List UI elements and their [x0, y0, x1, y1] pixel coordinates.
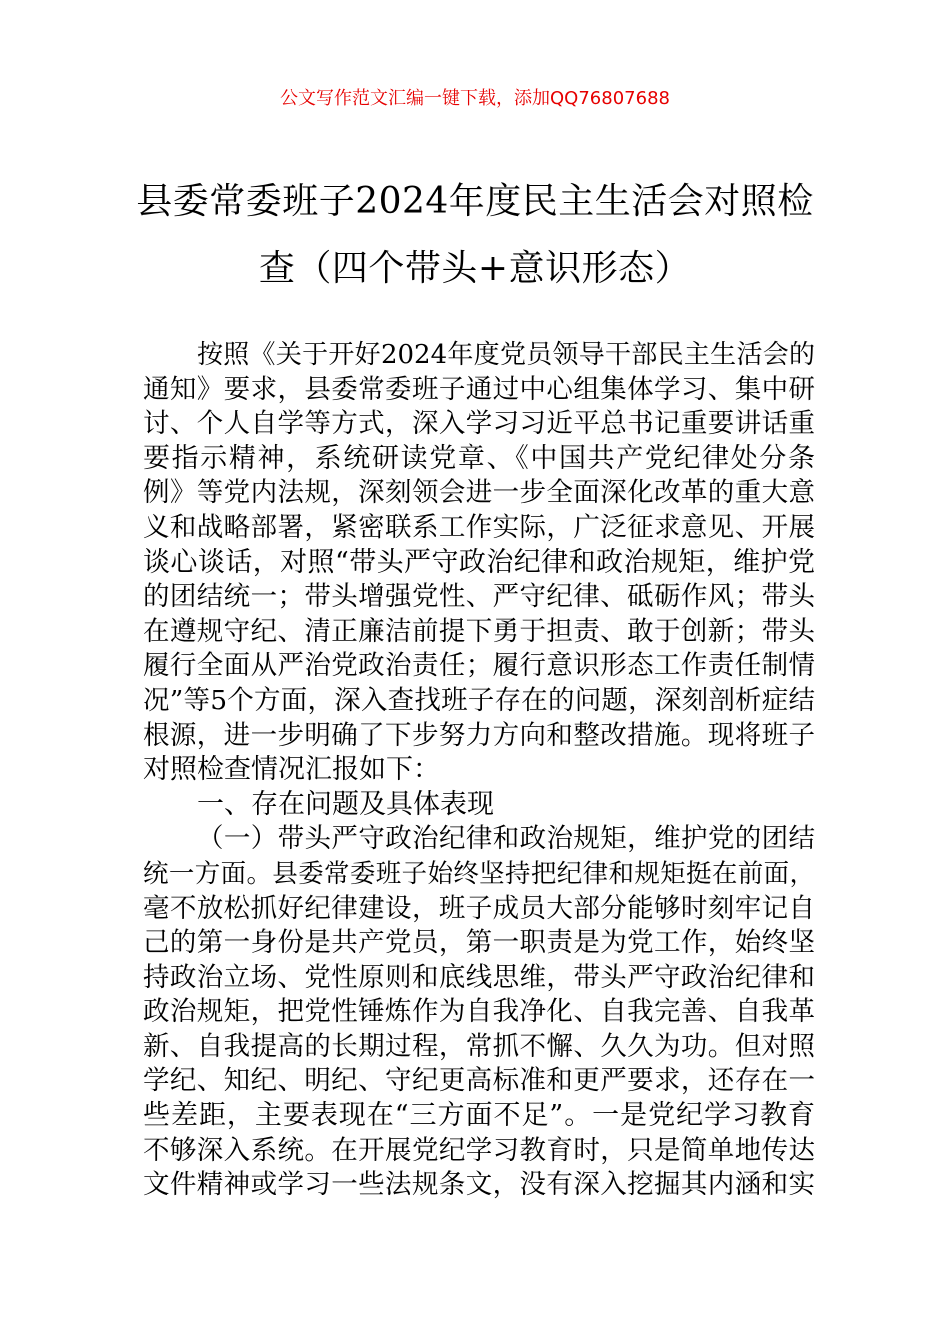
body-line: 政治规矩，把党性锤炼作为自我净化、自我完善、自我革	[143, 996, 815, 1028]
body-line: 例》等党内法规，深刻领会进一步全面深化改革的重大意	[143, 477, 815, 509]
body-line: 按照《关于开好2024年度党员领导干部民主生活会的	[197, 340, 815, 370]
body-line: 统一方面。县委常委班子始终坚持把纪律和规矩挺在前面，	[143, 858, 815, 889]
body-line: 讨、个人自学等方式，深入学习习近平总书记重要讲话重	[143, 408, 815, 440]
promo-banner: 公文写作范文汇编一键下载，添加QQ76807688	[280, 88, 670, 109]
body-line: 在遵规守纪、清正廉洁前提下勇于担责、敢于创新；带头	[143, 615, 815, 647]
body-line: 通知》要求，县委常委班子通过中心组集体学习、集中研	[143, 373, 815, 405]
body-line: 持政治立场、党性原则和底线思维，带头严守政治纪律和	[143, 961, 815, 993]
body-line: 的团结统一；带头增强党性、严守纪律、砥砺作风；带头	[143, 581, 815, 613]
body-line: 谈心谈话，对照“带头严守政治纪律和政治规矩，维护党	[143, 546, 815, 578]
body-line: 根源，进一步明确了下步努力方向和整改措施。现将班子	[143, 719, 815, 751]
document-title-line-2: 查（四个带头+意识形态）	[258, 248, 692, 289]
body-line: 文件精神或学习一些法规条文，没有深入挖掘其内涵和实	[143, 1169, 815, 1201]
body-line: 一、存在问题及具体表现	[197, 788, 494, 820]
body-line: 毫不放松抓好纪律建设，班子成员大部分能够时刻牢记自	[143, 892, 815, 924]
body-line: 义和战略部署，紧密联系工作实际，广泛征求意见、开展	[143, 511, 815, 543]
body-line: 不够深入系统。在开展党纪学习教育时，只是简单地传达	[143, 1134, 815, 1166]
body-line: 对照检查情况汇报如下：	[143, 754, 440, 786]
body-line: 履行全面从严治党政治责任；履行意识形态工作责任制情	[143, 650, 815, 682]
body-line: 况”等5个方面，深入查找班子存在的问题，深刻剖析症结	[143, 684, 815, 716]
body-line: 要指示精神，系统研读党章、《中国共产党纪律处分条	[143, 442, 815, 474]
body-line: 些差距，主要表现在“三方面不足”。一是党纪学习教育	[143, 1100, 815, 1132]
body-line: （一）带头严守政治纪律和政治规矩，维护党的团结	[197, 823, 815, 855]
body-line: 学纪、知纪、明纪、守纪更高标准和更严要求，还存在一	[143, 1065, 815, 1097]
body-line: 新、自我提高的长期过程，常抓不懈、久久为功。但对照	[143, 1030, 815, 1062]
document-title-line-1: 县委常委班子2024年度民主生活会对照检	[136, 181, 814, 222]
body-line: 己的第一身份是共产党员，第一职责是为党工作，始终坚	[143, 927, 815, 959]
document-body	[143, 338, 815, 1203]
